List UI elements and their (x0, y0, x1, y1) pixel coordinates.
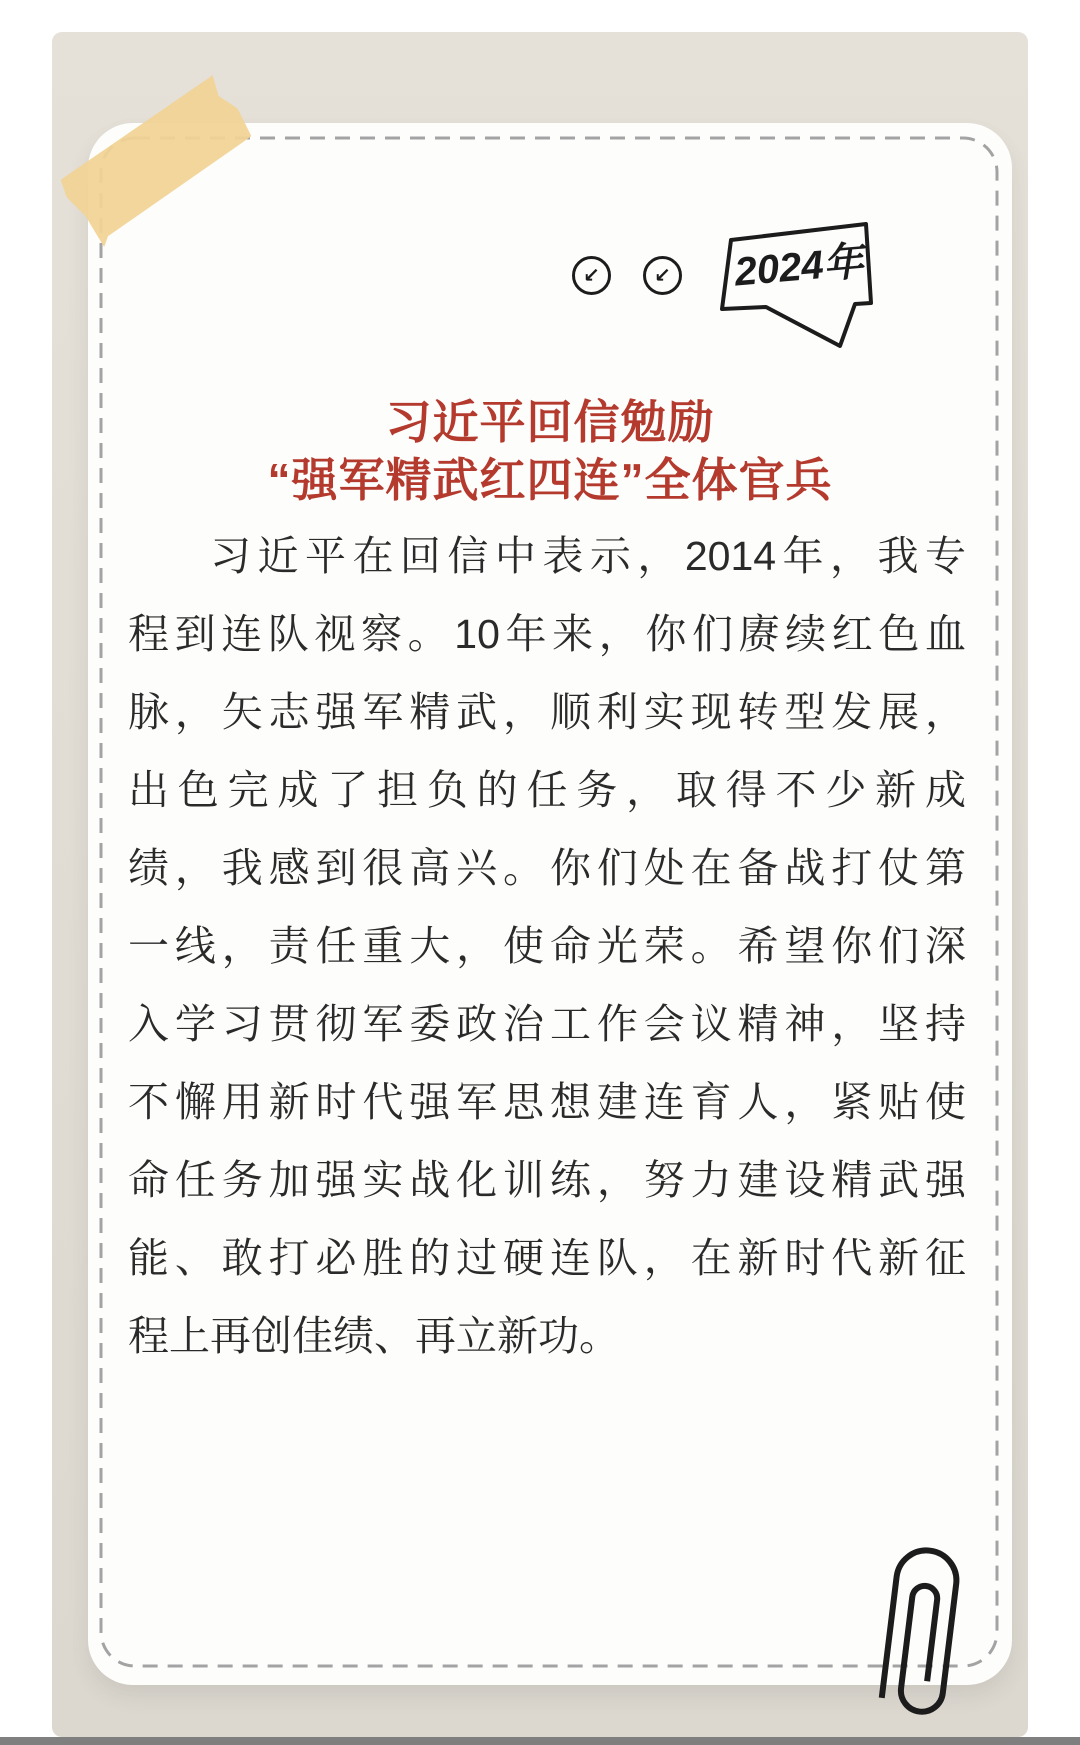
body-line: 程到连队视察。10年来，你们赓续红色血 (128, 611, 966, 657)
body-line: 绩，我感到很高兴。你们处在备战打仗第 (128, 845, 966, 891)
body-line: 不懈用新时代强军思想建连育人，紧贴使 (128, 1079, 966, 1125)
body-line: 习近平在回信中表示，2014年，我专 (210, 533, 966, 579)
title-line-1: 习近平回信勉励 (385, 396, 715, 448)
arrow-down-left-glyph: ↙ (654, 264, 671, 287)
bottom-edge-bar (0, 1737, 1080, 1745)
year-speech-bubble (700, 205, 900, 365)
body-line: 入学习贯彻军委政治工作会议精神，坚持 (128, 1001, 966, 1047)
title-line-2: “强军精武红四连”全体官兵 (267, 454, 833, 506)
paperclip-wire (881, 1547, 960, 1714)
page-title (88, 393, 1012, 509)
arrow-down-left-icon (643, 256, 682, 295)
body-line: 能、敢打必胜的过硬连队，在新时代新征 (128, 1235, 966, 1281)
year-badge-text: 2024年 (732, 239, 866, 295)
body-line: 出色完成了担负的任务，取得不少新成 (128, 767, 966, 813)
arrow-down-left-icon (572, 256, 611, 295)
body-line: 脉，矢志强军精武，顺利实现转型发展， (128, 689, 966, 735)
letter-body (128, 517, 966, 1375)
letter-card (88, 123, 1012, 1685)
body-line: 命任务加强实战化训练，努力建设精武强 (128, 1157, 966, 1203)
body-line: 一线，责任重大，使命光荣。希望你们深 (128, 923, 966, 969)
arrow-down-left-glyph: ↙ (583, 264, 600, 287)
body-line: 程上再创佳绩、再立新功。 (128, 1313, 620, 1359)
